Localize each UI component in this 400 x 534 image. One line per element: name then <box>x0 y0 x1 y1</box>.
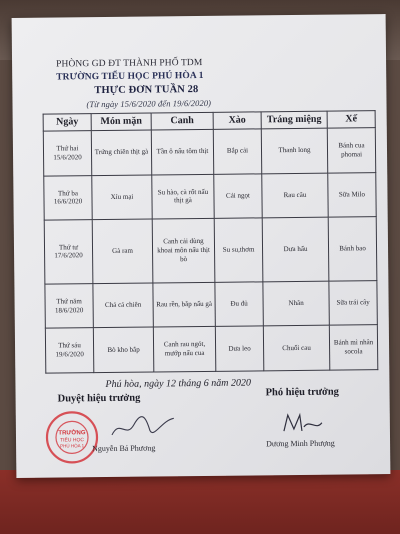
cell-trang: Nhãn <box>263 281 329 326</box>
background-surface <box>0 470 400 534</box>
table-row <box>44 217 377 284</box>
cell-xao: Dưa leo <box>215 326 263 371</box>
cell-xe: Sữa trái cây <box>329 280 377 325</box>
cell-xe: Bánh cua phomai <box>327 128 375 173</box>
table-row <box>45 325 377 373</box>
cell-man: Xíu mại <box>92 175 152 220</box>
column-header: Tráng miệng <box>261 111 327 129</box>
cell-day: Thứ hai 15/6/2020 <box>43 131 91 176</box>
column-header: Ngày <box>43 114 91 132</box>
department-name: PHÒNG GD ĐT THÀNH PHỐ TDM <box>56 57 203 70</box>
cell-day: Thứ năm 18/6/2020 <box>45 283 93 328</box>
cell-trang: Rau câu <box>262 173 328 218</box>
cell-xao: Cải ngọt <box>214 173 262 218</box>
cell-canh: Canh rau ngót, mướp nấu cua <box>153 327 215 372</box>
cell-xao: Su su,thơm <box>214 218 263 282</box>
cell-xe: Sữa Milo <box>328 172 376 217</box>
table-row <box>44 172 376 220</box>
approver-name: Nguyễn Bá Phương <box>92 443 156 454</box>
vice-principal-name: Dương Minh Phượng <box>266 438 335 449</box>
cell-xao: Đu đủ <box>215 282 263 327</box>
menu-document <box>12 14 391 478</box>
school-name: TRƯỜNG TIỂU HỌC PHÚ HÒA 1 <box>56 70 204 83</box>
svg-text:TIỂU HỌC: TIỂU HỌC <box>60 437 85 444</box>
weekly-menu-table <box>43 110 379 373</box>
cell-man: Trứng chiên thịt gà <box>91 130 151 175</box>
signing-date: Phú hòa, ngày 12 tháng 6 năm 2020 <box>105 377 252 391</box>
cell-canh: Canh cải dùng khoai môn nấu thịt bò <box>152 219 215 283</box>
column-header: Canh <box>151 112 213 130</box>
vice-principal-title: Phó hiệu trưởng <box>265 386 339 399</box>
cell-trang: Dưa hấu <box>262 217 329 281</box>
svg-text:PHÚ HÒA 1: PHÚ HÒA 1 <box>60 443 85 449</box>
document-title: THỰC ĐƠN TUẦN 28 <box>94 84 199 97</box>
cell-canh: Su hào, cà rốt nấu thịt gà <box>152 174 214 219</box>
cell-xe: Bánh bao <box>328 217 377 281</box>
svg-text:TRƯỜNG: TRƯỜNG <box>58 430 86 437</box>
date-range: (Từ ngày 15/6/2020 đến 19/6/2020) <box>86 97 212 110</box>
approver-signature-icon <box>108 412 178 443</box>
cell-trang: Thanh long <box>261 128 327 173</box>
approver-title: Duyệt hiệu trưởng <box>57 392 141 405</box>
cell-canh: Rau rền, bắp nấu gà <box>153 282 215 327</box>
cell-canh: Tần ô nấu tôm thịt <box>151 129 213 174</box>
school-stamp-icon <box>44 409 101 466</box>
vice-principal-signature-icon <box>278 409 324 437</box>
column-header: Xế <box>327 111 375 129</box>
column-header: Món mặn <box>91 113 151 131</box>
cell-man: Bò kho bắp <box>93 327 153 372</box>
cell-day: Thứ ba 16/6/2020 <box>44 175 92 220</box>
cell-man: Chả cá chiên <box>93 283 153 328</box>
cell-trang: Chuối cau <box>263 326 329 371</box>
cell-xe: Bánh mì nhân socola <box>329 325 377 370</box>
column-header: Xào <box>213 112 261 130</box>
cell-day: Thứ tư 17/6/2020 <box>44 220 93 284</box>
cell-xao: Bắp cải <box>213 129 261 174</box>
cell-day: Thứ sáu 19/6/2020 <box>45 328 93 373</box>
table-row <box>43 128 375 176</box>
cell-man: Gà ram <box>92 219 153 283</box>
table-row <box>45 280 377 328</box>
